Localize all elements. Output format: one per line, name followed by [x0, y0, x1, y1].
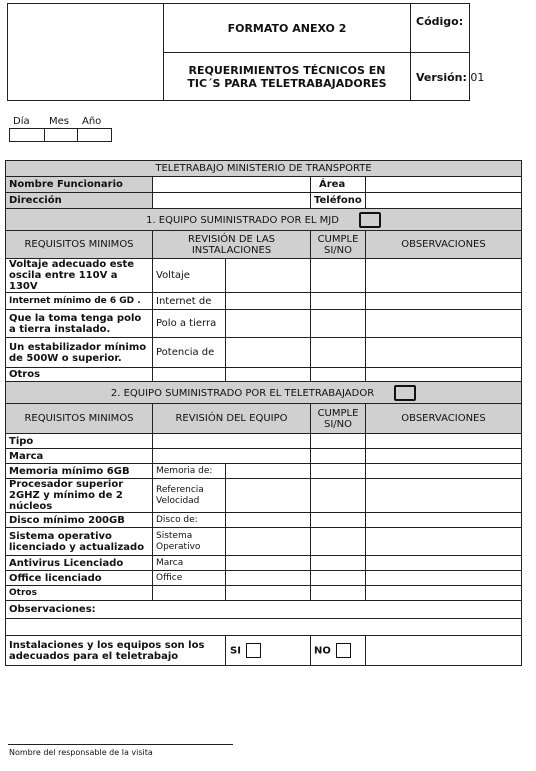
version-label: Versión: 01 [416, 71, 485, 84]
si-checkbox[interactable] [246, 643, 261, 658]
header-subtitle: REQUERIMIENTOS TÉCNICOS EN TIC´S PARA TELETRABAJADORES [163, 52, 411, 101]
col-rev1-header: REVISIÓN DE LAS INSTALACIONES [153, 231, 311, 259]
s2-rev-7: Office [153, 571, 226, 586]
s1-req-4: Otros [6, 368, 153, 382]
s2-req-3: Procesador superior 2GHZ y mínimo de 2 núcleos [6, 479, 153, 513]
s2-req-4: Disco mínimo 200GB [6, 513, 153, 528]
col-req-header: REQUISITOS MINIMOS [6, 231, 153, 259]
date-month-label: Mes [49, 116, 69, 127]
s1-req-1: Internet mínimo de 6 GD . [6, 293, 153, 310]
signature-line[interactable] [8, 744, 233, 745]
s1-rev-4 [153, 368, 226, 382]
col-req-header-2: REQUISITOS MINIMOS [6, 404, 153, 434]
col-obs-header: OBSERVACIONES [366, 231, 522, 259]
date-year-label: Año [82, 116, 102, 127]
s2-rev-3: Referencia Velocidad [153, 479, 226, 513]
direccion-field[interactable] [153, 193, 311, 209]
date-boxes[interactable] [9, 128, 112, 142]
direccion-label: Dirección [6, 193, 153, 209]
telefono-label: Teléfono [311, 193, 366, 209]
final-question: Instalaciones y los equipos son los adecuados para el teletrabajo [6, 636, 226, 666]
header-title: FORMATO ANEXO 2 [163, 3, 411, 53]
s2-rev-5: Sistema Operativo [153, 528, 226, 556]
area-label: Área [311, 177, 366, 193]
header-code-box [410, 3, 470, 53]
section2-checkbox[interactable] [394, 385, 416, 401]
section2-title: 2. EQUIPO SUMINISTRADO POR EL TELETRABAJADOR [6, 382, 522, 404]
s1-rev-2: Polo a tierra [153, 310, 226, 338]
col-rev2-header: REVISIÓN DEL EQUIPO [153, 404, 311, 434]
s1-req-0: Voltaje adecuado este oscila entre 110V a 130V [6, 259, 153, 293]
code-label: Código: [416, 15, 464, 28]
col-cumple-header: CUMPLE SI/NO [311, 231, 366, 259]
s2-req-7: Office licenciado [6, 571, 153, 586]
section1-checkbox[interactable] [359, 212, 381, 228]
s2-req-1: Marca [6, 449, 153, 464]
date-day-label: Día [13, 116, 30, 127]
s2-rev-4: Disco de: [153, 513, 226, 528]
col-cumple-header-2: CUMPLE SI/NO [311, 404, 366, 434]
version-value: 01 [470, 71, 485, 84]
s1-rev-0: Voltaje [153, 259, 226, 293]
s2-req-5: Sistema operativo licenciado y actualizado [6, 528, 153, 556]
s1-req-3: Un estabilizador mínimo de 500W o superior. [6, 338, 153, 368]
s2-rev-6: Marca [153, 556, 226, 571]
header-logo-box [7, 3, 164, 101]
header-version-box [410, 52, 485, 101]
s2-rev-0 [153, 434, 311, 449]
s1-rev-3: Potencia de [153, 338, 226, 368]
nombre-label: Nombre Funcionario [6, 177, 153, 193]
s2-rev-1 [153, 449, 311, 464]
no-option[interactable]: NO [311, 636, 366, 666]
s2-rev-2: Memoria de: [153, 464, 226, 479]
table-title: TELETRABAJO MINISTERIO DE TRANSPORTE [6, 161, 522, 177]
no-checkbox[interactable] [336, 643, 351, 658]
signature-label: Nombre del responsable de la visita [9, 748, 153, 757]
s2-req-6: Antivirus Licenciado [6, 556, 153, 571]
s1-req-2: Que la toma tenga polo a tierra instalado. [6, 310, 153, 338]
s2-req-0: Tipo [6, 434, 153, 449]
nombre-field[interactable] [153, 177, 311, 193]
observaciones-label: Observaciones: [6, 601, 522, 619]
col-obs-header-2: OBSERVACIONES [366, 404, 522, 434]
section1-title: 1. EQUIPO SUMINISTRADO POR EL MJD [6, 209, 522, 231]
observaciones-field[interactable] [6, 619, 522, 636]
main-form-table [5, 160, 522, 666]
s2-req-8: Otros [6, 586, 153, 601]
telefono-field[interactable] [366, 193, 522, 209]
si-option[interactable]: SI [226, 636, 311, 666]
s2-req-2: Memoria mínimo 6GB [6, 464, 153, 479]
area-field[interactable] [366, 177, 522, 193]
s2-rev-8 [153, 586, 226, 601]
s1-rev-1: Internet de [153, 293, 226, 310]
